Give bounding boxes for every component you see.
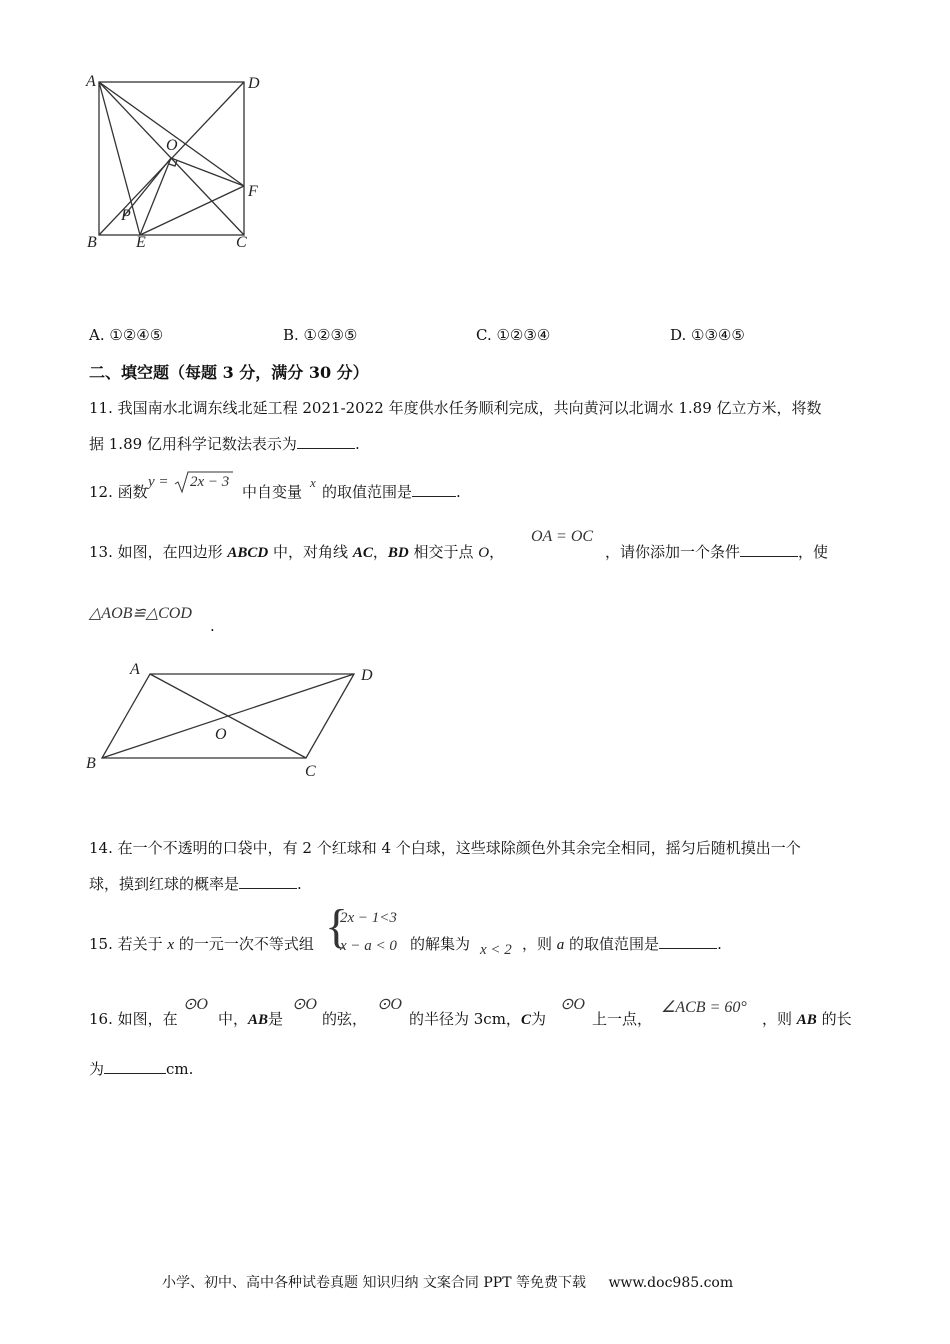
q16-t7: 上一点， <box>592 1010 653 1028</box>
label-b: B <box>86 755 96 772</box>
q13-line1-end <box>605 542 828 562</box>
q11-end: . <box>354 435 360 453</box>
q14-text: 球，摸到红球的概率是 <box>89 875 240 893</box>
q13-text-c: 相交于点 <box>408 543 479 561</box>
label-p: P <box>121 207 131 224</box>
q13-text-e: ，请你添加一个条件 <box>605 543 741 561</box>
segment-oe <box>140 158 171 235</box>
q15-brace: { <box>325 900 349 953</box>
q11-line1: 11. 我国南水北调东线北延工程 2021-2022 年度供水任务顺利完成，共向黄河以北调水 1.89 亿立方米，将数 <box>89 399 822 417</box>
figure-parallelogram <box>80 655 390 785</box>
q15-x: x <box>167 937 175 953</box>
q13-end: . <box>210 617 215 635</box>
q14-line1: 14. 在一个不透明的口袋中，有 2 个红球和 4 个白球，这些球除颜色外其余完全相同，摇匀后随机摸出一个 <box>89 839 801 857</box>
q16-t4: 的弦， <box>322 1010 368 1028</box>
q15-text-b: 的一元一次不等式组 <box>174 935 314 953</box>
label-a: A <box>86 73 96 90</box>
label-c: C <box>236 234 247 251</box>
choice-a: A. ①②④⑤ <box>89 326 164 344</box>
q13-abcd: ABCD <box>227 545 269 561</box>
q16-line2-a: 为 <box>89 1060 105 1078</box>
q16-t2-line <box>218 1009 283 1030</box>
q13-formula: OA = OC <box>531 528 594 545</box>
q15-a: a <box>556 937 565 953</box>
q14-answer-blank <box>239 874 297 889</box>
q13-congruence: △AOB≌△COD <box>89 605 192 622</box>
choice-c: C. ①②③④ <box>476 326 551 344</box>
q14-end: . <box>297 875 302 893</box>
label-e: E <box>136 234 146 251</box>
q12-rest2 <box>322 482 461 502</box>
q13-ac: AC <box>352 545 373 561</box>
q15-answer-blank <box>659 934 717 949</box>
segment-ae <box>99 82 140 235</box>
q13-text-f: ，使 <box>798 543 829 561</box>
q16-t6: 为 <box>530 1010 546 1028</box>
footer <box>162 1272 733 1292</box>
q13-text-d: ， <box>489 543 505 561</box>
q15-text-d: ，则 <box>522 935 557 953</box>
q12-rest <box>242 482 302 502</box>
q16-ab: AB <box>248 1012 269 1028</box>
q16-line2-b: cm. <box>166 1060 194 1078</box>
q11-text: 据 1.89 亿用科学记数法表示为 <box>89 435 297 453</box>
q12-line <box>89 482 148 502</box>
q12-suffix: 的取值范围是 <box>322 483 413 501</box>
q16-t8: ，则 <box>762 1010 797 1028</box>
q16-angle: ∠ACB = 60° <box>661 999 747 1016</box>
label-a: A <box>130 661 140 678</box>
figure-square <box>80 70 280 260</box>
q16-c: C <box>520 1012 531 1028</box>
label-o: O <box>215 726 227 743</box>
q13-text-a: 13. 如图，在四边形 <box>89 543 228 561</box>
footer-url[interactable]: www.doc985.com <box>608 1275 734 1291</box>
q16-circle-o-2: ⊙O <box>292 996 317 1013</box>
q15-text-a: 15. 若关于 <box>89 935 168 953</box>
choice-b: B. ①②③⑤ <box>283 326 358 344</box>
q12-formula-radicand: 2x − 3 <box>190 474 230 490</box>
q16-t8-line <box>762 1009 852 1030</box>
q13-bd: BD <box>387 545 409 561</box>
label-d: D <box>248 75 260 92</box>
q15-line-a <box>89 934 314 955</box>
q16-t1: 16. 如图，在 <box>89 1010 178 1028</box>
q15-end: . <box>717 935 722 953</box>
q15-text-c: 的解集为 <box>410 935 471 953</box>
segment-af <box>99 82 244 186</box>
q12-prefix: 12. 函数 <box>89 483 148 501</box>
segment-op <box>124 158 171 216</box>
q15-line-d <box>522 934 722 955</box>
label-o: O <box>166 137 178 154</box>
q15-ineq1: 2x − 1<3 <box>340 910 397 926</box>
label-b: B <box>87 234 97 251</box>
q16-answer-blank <box>104 1059 166 1074</box>
segment-of <box>171 158 244 186</box>
q15-ineq2: x − a < 0 <box>340 938 397 954</box>
q16-circle-o-3: ⊙O <box>377 996 402 1013</box>
section-title: 二、填空题（每题 3 分，满分 30 分） <box>89 363 369 382</box>
q16-t5-line <box>409 1009 546 1030</box>
q13-o: O <box>478 545 490 561</box>
q11-answer-blank <box>297 434 355 449</box>
choice-d: D. ①③④⑤ <box>670 326 745 344</box>
q16-line2 <box>89 1059 193 1079</box>
label-d: D <box>361 667 373 684</box>
q12-formula-lhs: y = <box>148 474 169 490</box>
q16-circle-o-4: ⊙O <box>560 996 585 1013</box>
q12-end: . <box>456 483 461 501</box>
footer-text: 小学、初中、高中各种试卷真题 知识归纳 文案合同 PPT 等免费下载 <box>162 1275 586 1291</box>
q16-t3: 是 <box>268 1010 284 1028</box>
q16-t9: 的长 <box>816 1010 852 1028</box>
q16-t5: 的半径为 3cm， <box>409 1010 521 1028</box>
q11-line2 <box>89 434 360 454</box>
q16-ab-2: AB <box>796 1012 817 1028</box>
q13-comma: ， <box>372 543 388 561</box>
q15-text-e: 的取值范围是 <box>564 935 660 953</box>
segment-ef <box>140 186 244 235</box>
q13-text-b: 中，对角线 <box>268 543 353 561</box>
q14-line2 <box>89 874 302 894</box>
diagonal-bd <box>102 674 354 758</box>
q15-solution: x < 2 <box>480 942 512 958</box>
q16-t2: 中， <box>218 1010 249 1028</box>
label-f: F <box>248 183 258 200</box>
q15-line-c <box>410 934 470 954</box>
q16-circle-o-1: ⊙O <box>183 996 208 1013</box>
q13-answer-blank <box>740 542 798 557</box>
q13-line1 <box>89 542 504 563</box>
q12-middle: 中自变量 <box>242 483 303 501</box>
q12-answer-blank <box>412 482 456 497</box>
q12-var: x <box>310 475 316 490</box>
label-c: C <box>305 763 316 780</box>
